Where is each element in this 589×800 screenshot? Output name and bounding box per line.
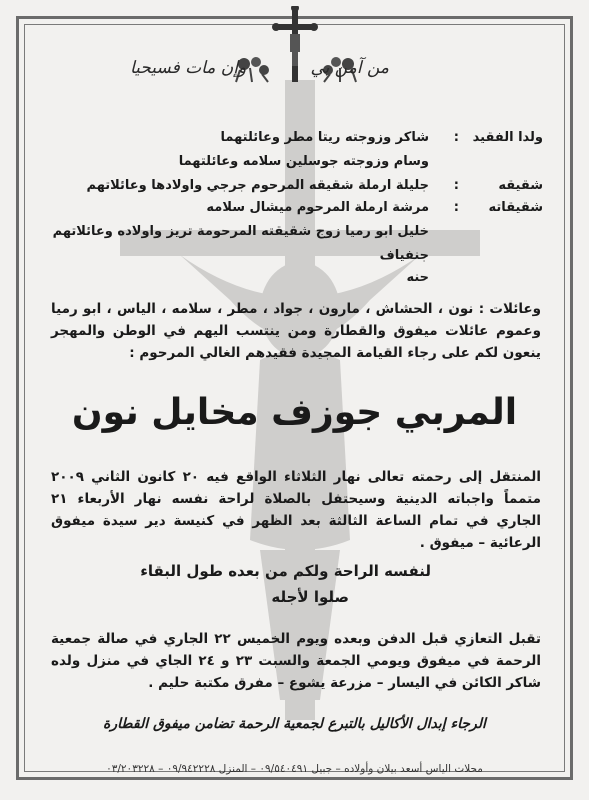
- relative-label-brother: شقيقه: [498, 178, 543, 193]
- relative-colon: :: [453, 178, 459, 193]
- relative-line: جليلة ارملة شقيقه المرحوم جرجي واولادها وعائلاتهم: [86, 178, 429, 193]
- relative-line: خليل ابو رميا زوج شقيقته المرحومة تريز واولاده وعائلاتهم: [52, 224, 429, 239]
- condolences-paragraph: [51, 628, 541, 694]
- prayer-line-1: لنفسه الراحة ولكم من بعده طول البقاء: [140, 562, 431, 580]
- deceased-name: المربي جوزف مخايل نون: [71, 392, 518, 433]
- verse-right: من آمن بي: [310, 58, 389, 78]
- families-paragraph: [51, 298, 541, 364]
- verse-left: وإن مات فسيحيا: [130, 58, 247, 78]
- closing-note: الرجاء إبدال الأكاليل بالتبرع لجمعية الرحمة تضامن ميفوق القطارة: [103, 716, 486, 732]
- relative-line: وسام وزوجته جوسلين سلامه وعائلتهما: [178, 154, 429, 169]
- relative-colon: :: [453, 200, 459, 215]
- prayer-line-2: صلوا لأجله: [271, 588, 349, 606]
- relative-label-sons: ولدا الفقيد: [472, 130, 543, 145]
- relative-line: جنفياف: [379, 248, 429, 263]
- relative-line: شاكر وزوجته ريتا مطر وعائلتهما: [220, 130, 429, 145]
- relative-colon: :: [453, 130, 459, 145]
- families-text: وعائلات : نون ، الحشاش ، مارون ، جواد ، مطر ، سلامه ، الياس ، ابو رميا وعموم عائلات ميفوق والقطارة ومن ينتسب اليهم في الوطن والمهجر ينعون لكم على رجاء القيامة المجيدة فقيدهم الغالي المرحوم :: [51, 301, 541, 361]
- footer-contact: محلات الياس أسعد بيلان وأولاده – جبيل ٠٩/٥٤٠٤٩١ – المنزل ٠٩/٩٤٢٢٢٨ – ٠٣/٢٠٣٢٢٨: [106, 763, 483, 775]
- relative-line: مرشة ارملة المرحوم ميشال سلامه: [206, 200, 429, 215]
- condolences-text: تقبل التعازي قبل الدفن وبعده ويوم الخميس ٢٢ الجاري في صالة جمعية الرحمة في ميفوق ويومي الجمعة والسبت ٢٣ و ٢٤ الجاي في منزل ولده شاكر الكائن في اليسار – مزرعة يشوع – مفرق مكتبة حليم .: [51, 631, 541, 691]
- death-paragraph: [51, 466, 541, 554]
- relative-line: حنه: [406, 270, 429, 285]
- relative-label-sisters: شقيقاته: [488, 200, 543, 215]
- death-text: المنتقل إلى رحمته تعالى نهار الثلاثاء الواقع فيه ٢٠ كانون الثاني ٢٠٠٩ متمماً واجباته الدينية وسيحتفل بالصلاة لراحة نفسه نهار الأربعاء ٢١ الجاري في تمام الساعة الثالثة بعد الظهر في كنيسة دير سيدة ميفوق الرعائية – ميفوق .: [51, 469, 541, 551]
